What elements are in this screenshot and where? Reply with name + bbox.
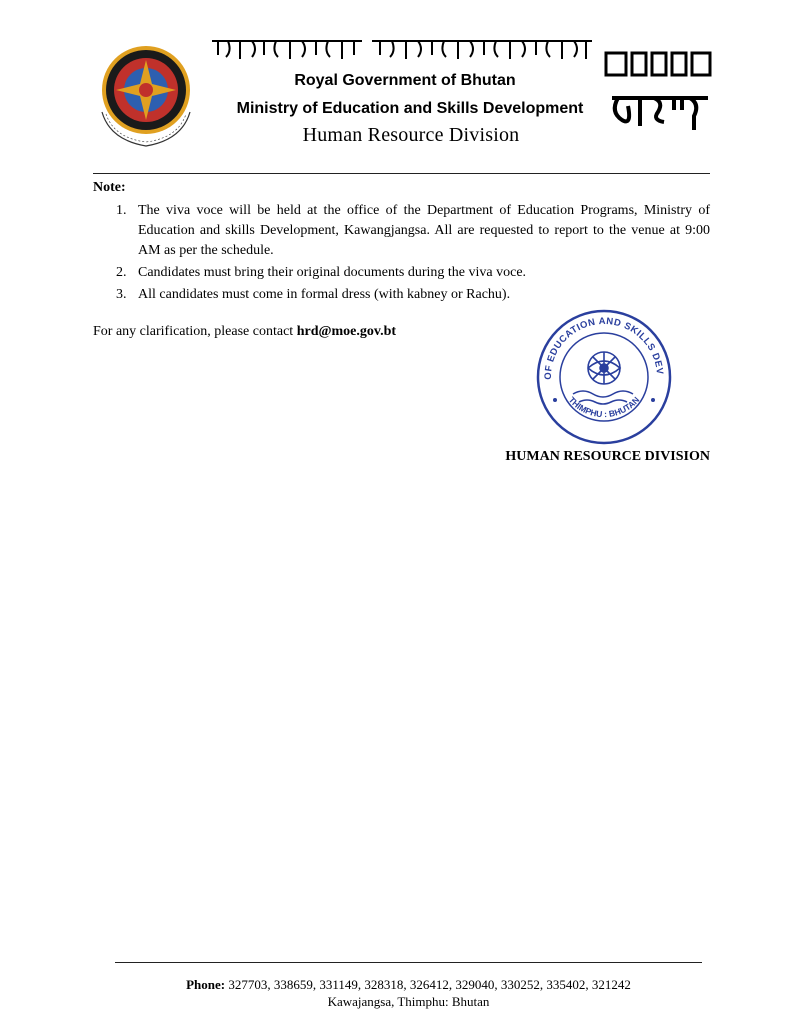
list-item-text: All candidates must come in formal dress (with kabney or Rachu). [138, 287, 511, 302]
ministry-dzongkha-logo [604, 43, 714, 138]
list-item-text: The viva voce will be held at the office of the Department of Education Programs, Ministry of Education and skills Development, Kawangjangsa. All are requested to report to the venue at 9:00 AM as per the schedule. [138, 203, 710, 258]
clarification-text: For any clarification, please contact [93, 324, 297, 339]
list-item-number: 1. [116, 203, 127, 218]
division-name: Human Resource Division [302, 124, 520, 146]
note-label: Note: [93, 180, 126, 195]
seal-outer-text: OF EDUCATION AND SKILLS DEV [542, 315, 666, 380]
header-divider [93, 173, 710, 174]
ministry-name: Ministry of Education and Skills Development [236, 100, 584, 117]
note-list [93, 201, 710, 307]
list-item-number: 3. [116, 287, 127, 302]
dzongkha-banner-text [592, 35, 593, 36]
list-item-number: 2. [116, 265, 127, 280]
seal-bottom-text: THIMPHU : BHUTAN [566, 394, 642, 420]
signatory-label: HUMAN RESOURCE DIVISION [505, 449, 710, 464]
svg-text:THIMPHU : BHUTAN [567, 395, 642, 419]
list-item [93, 263, 710, 283]
footer-address: Kawajangsa, Thimphu: Bhutan [327, 994, 490, 1009]
phone-numbers: 327703, 338659, 331149, 328318, 326412, 329040, 330252, 335402, 321242 [225, 977, 631, 992]
footer-divider [115, 962, 702, 963]
list-item [93, 285, 710, 305]
footer-phone-line [115, 977, 702, 993]
government-name: Royal Government of Bhutan [294, 72, 516, 89]
list-item [93, 201, 710, 261]
clarification-line [93, 324, 396, 340]
royal-emblem-logo [90, 40, 202, 152]
phone-label: Phone: [186, 977, 226, 992]
svg-text:MINISTRY OF EDUCATION AND SKIL [533, 306, 665, 380]
right-logo-text [714, 43, 715, 44]
contact-email-link[interactable]: hrd@moe.gov.bt [296, 324, 397, 339]
ministry-seal-stamp [533, 306, 675, 448]
list-item-text: Candidates must bring their original documents during the viva voce. [138, 265, 527, 280]
dzongkha-banner [212, 35, 592, 63]
